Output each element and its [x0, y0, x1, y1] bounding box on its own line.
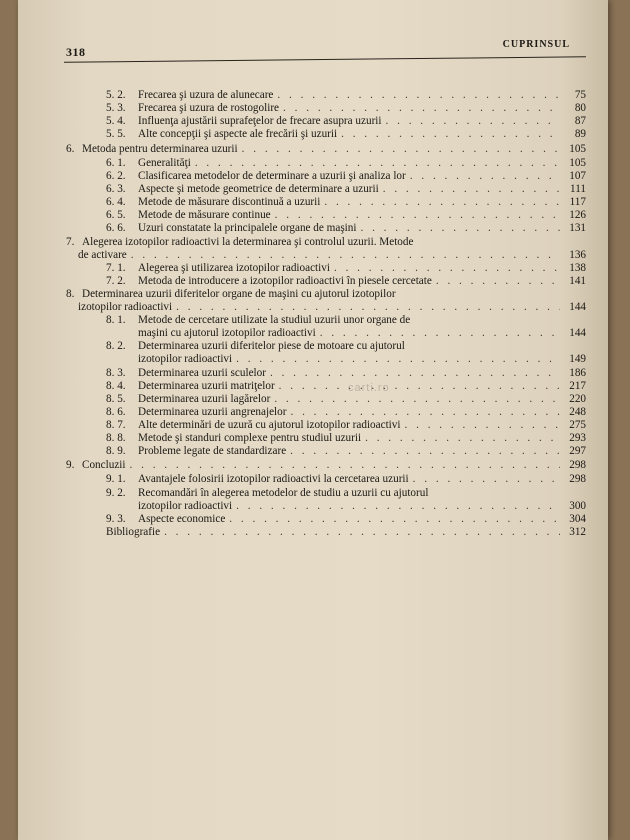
toc-entry-title: Determinarea uzurii matriţelor — [138, 380, 275, 392]
toc-entry-page: 138 — [569, 262, 586, 274]
toc-entry-title: de activare — [78, 249, 127, 261]
toc-entry — [106, 221, 586, 236]
toc-entry-title: Probleme legate de standardizare — [138, 445, 287, 457]
toc-entry-page: 87 — [574, 115, 586, 127]
toc-entry-page: 89 — [574, 128, 586, 140]
toc-entry-number: 5. 2. — [106, 89, 126, 101]
toc-entry-page: 275 — [569, 419, 586, 431]
toc-entry-number: 6. 1. — [106, 157, 126, 169]
toc-entry-number: 6. 5. — [106, 209, 126, 221]
toc-entry-number: 6. 3. — [106, 183, 126, 195]
toc-entry-page: 107 — [569, 170, 586, 182]
toc-entry-number: 8. 4. — [106, 380, 126, 392]
toc-entry — [66, 142, 586, 157]
dot-leader — [413, 472, 560, 487]
toc-entry-title: Metode de măsurare continue — [138, 209, 271, 221]
toc-entry-title: Metode şi standuri complexe pentru studiul uzurii — [138, 432, 362, 444]
running-head: CUPRINSUL — [502, 39, 570, 50]
toc-entry-number: 5. 3. — [106, 102, 126, 114]
toc-entry-page: 298 — [569, 473, 586, 485]
book-page — [18, 0, 608, 840]
toc-entry — [106, 525, 586, 540]
toc-entry-number: 8. — [66, 288, 75, 300]
toc-entry-number: 9. 2. — [106, 487, 126, 499]
toc-entry-number: 9. — [66, 459, 75, 471]
toc-entry-title: Metoda pentru determinarea uzurii — [82, 143, 238, 155]
toc-entry — [106, 127, 586, 142]
toc-entry-number: 9. 1. — [106, 473, 126, 485]
toc-entry-title: Alegerea izotopilor radioactivi la determinarea şi controlul uzurii. Metode — [82, 236, 414, 248]
toc-entry — [106, 472, 586, 487]
toc-entry-title: Generalităţi — [138, 157, 191, 169]
toc-entry-number: 6. 2. — [106, 170, 126, 182]
toc-entry-number: 7. 2. — [106, 275, 126, 287]
toc-entry-number: 7. 1. — [106, 262, 126, 274]
toc-entry-title: Metode de cercetare utilizate la studiul uzurii unor organe de — [138, 314, 411, 326]
toc-entry-number: 8. 1. — [106, 314, 126, 326]
toc-entry-number: 6. 6. — [106, 222, 126, 234]
toc-entry-title: Determinarea uzurii lagărelor — [138, 393, 271, 405]
toc-entry-title: Alte determinări de uzură cu ajutorul izotopilor radioactivi — [138, 419, 401, 431]
toc-entry-number: 8. 3. — [106, 367, 126, 379]
toc-entry-number: 6. — [66, 143, 75, 155]
toc-entry-number: 9. 3. — [106, 513, 126, 525]
toc-entry-number: 8. 2. — [106, 340, 126, 352]
toc-entry-title: maşini cu ajutorul izotopilor radioactivi — [138, 327, 316, 339]
toc-entry-page: 105 — [569, 157, 586, 169]
toc-entry-page: 220 — [569, 393, 586, 405]
toc-entry-title: Frecarea şi uzura de rostogolire — [138, 102, 280, 114]
dot-leader — [130, 458, 561, 473]
toc-entry-number: 8. 9. — [106, 445, 126, 457]
toc-entry-title: Concluzii — [82, 459, 126, 471]
toc-entry-title: Determinarea uzurii sculelor — [138, 367, 266, 379]
toc-entry-page: 80 — [574, 102, 586, 114]
toc-entry-page: 111 — [570, 183, 586, 195]
page-number: 318 — [66, 45, 86, 59]
toc-entry-page: 105 — [569, 143, 586, 155]
toc-entry-page: 75 — [574, 89, 586, 101]
toc-entry-title: Avantajele folosirii izotopilor radioactivi la cercetarea uzurii — [138, 473, 409, 485]
toc-entry-page: 136 — [569, 249, 586, 261]
toc-entry-title: Clasificarea metodelor de determinare a uzurii şi analiza lor — [138, 170, 406, 182]
toc-entry-page: 217 — [569, 380, 586, 392]
toc-entry-number: 8. 6. — [106, 406, 126, 418]
toc-entry-title: Uzuri constatate la principalele organe de maşini — [138, 222, 357, 234]
toc-entry — [106, 444, 586, 459]
toc-entry-page: 126 — [569, 209, 586, 221]
dot-leader — [242, 142, 560, 157]
toc-entry-title: Recomandări în alegerea metodelor de studiu a uzurii cu ajutorul — [138, 487, 429, 499]
toc-entry-title: Metoda de introducere a izotopilor radioactivi în piesele cercetate — [138, 275, 432, 287]
toc-entry-title: izotopilor radioactivi — [138, 500, 233, 512]
toc-entry — [66, 458, 586, 473]
toc-entry-page: 300 — [569, 500, 586, 512]
toc-entry-title: Alegerea şi utilizarea izotopilor radioactivi — [138, 262, 330, 274]
dot-leader — [341, 127, 560, 142]
toc-entry-number: 7. — [66, 236, 75, 248]
toc-entry-page: 304 — [569, 513, 586, 525]
toc-entry-number: 8. 7. — [106, 419, 126, 431]
dot-leader — [290, 444, 560, 459]
toc-entry-title: Determinarea uzurii diferitelor piese de motoare cu ajutorul — [138, 340, 405, 352]
toc-entry-title: Metode de măsurare discontinuă a uzurii — [138, 196, 321, 208]
toc-entry-title: Determinarea uzurii angrenajelor — [138, 406, 287, 418]
toc-entry-number: 8. 5. — [106, 393, 126, 405]
toc-entry-number: 5. 4. — [106, 115, 126, 127]
toc-entry-number: 6. 4. — [106, 196, 126, 208]
toc-entry-page: 144 — [569, 327, 586, 339]
toc-entry-title: Determinarea uzurii diferitelor organe de maşini cu ajutorul izotopilor — [82, 288, 396, 300]
header-rule — [64, 56, 586, 62]
toc-entry-page: 297 — [569, 445, 586, 457]
toc-entry-page: 248 — [569, 406, 586, 418]
toc-entry-page: 149 — [569, 353, 586, 365]
toc-entry-page: 144 — [569, 301, 586, 313]
toc-entry-title: Bibliografie — [106, 526, 161, 538]
toc-entry-page: 186 — [569, 367, 586, 379]
toc-entry-number: 5. 5. — [106, 128, 126, 140]
toc-entry-page: 298 — [569, 459, 586, 471]
toc-entry-title: Aspecte economice — [138, 513, 226, 525]
toc-entry-number: 8. 8. — [106, 432, 126, 444]
toc-entry-page: 117 — [569, 196, 586, 208]
dot-leader — [360, 221, 560, 236]
toc-entry-page: 293 — [569, 432, 586, 444]
toc-entry-title: izotopilor radioactivi — [78, 301, 173, 313]
toc-entry-page: 141 — [569, 275, 586, 287]
page-header — [18, 41, 608, 61]
toc-entry-page: 131 — [569, 222, 586, 234]
watermark: carti.ro — [348, 382, 390, 394]
dot-leader — [164, 525, 560, 540]
toc-entry-title: Influenţa ajustării suprafeţelor de frecare asupra uzurii — [138, 115, 382, 127]
toc-entry-title: Alte concepţii şi aspecte ale frecării şi uzurii — [138, 128, 338, 140]
toc-entry-title: Frecarea şi uzura de alunecare — [138, 89, 274, 101]
toc-entry — [138, 352, 586, 367]
toc-entry-title: izotopilor radioactivi — [138, 353, 233, 365]
toc-entry-page: 312 — [569, 526, 586, 538]
dot-leader — [236, 352, 560, 367]
toc-entry-title: Aspecte şi metode geometrice de determinare a uzurii — [138, 183, 379, 195]
